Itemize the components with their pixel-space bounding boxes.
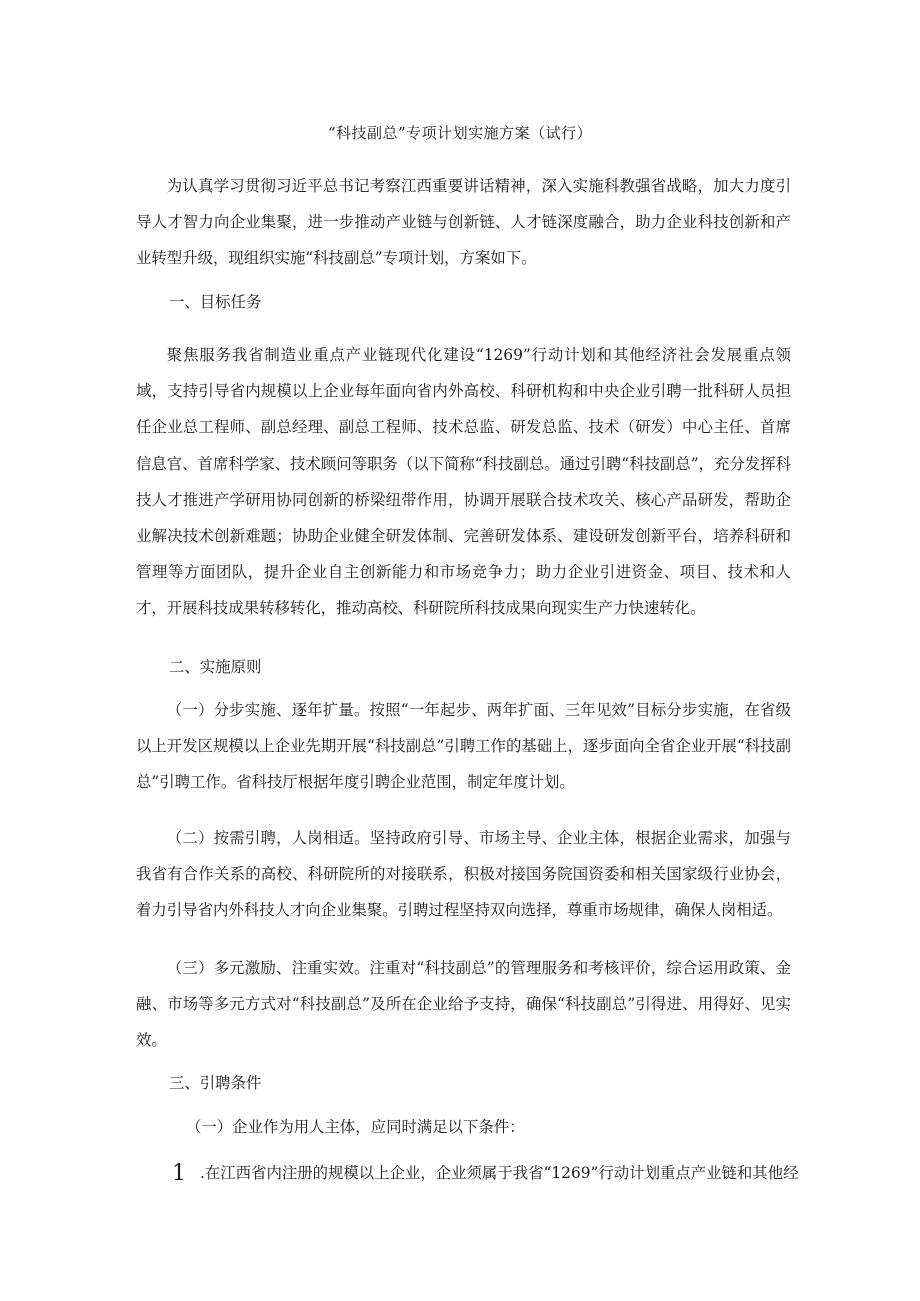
intro-paragraph: 为认真学习贯彻习近平总书记考察江西重要讲话精神，深入实施科教强省战略，加大力度引导人才智力向企业集聚，进一步推动产业链与创新链、人才链深度融合，助力企业科技创新和产业转型升级，现组织实施“科技副总”专项计划，方案如下。: [136, 177, 791, 268]
conditions-subheading: （一）企业作为用人主体，应同时满足以下条件：: [186, 1118, 525, 1136]
condition-item-text: .在江西省内注册的规模以上企业，企业须属于我省“1269”行动计划重点产业链和其他经: [200, 1164, 799, 1182]
section-heading-principles: 二、实施原则: [169, 658, 262, 676]
principle-paragraph-2: （二）按需引聘，人岗相适。坚持政府引导、市场主导、企业主体，根据企业需求，加强与我省有合作关系的高校、科研院所的对接联系，积极对接国务院国资委和相关国家级行业协会，着力引导省内外科技人才向企业集聚。引聘过程坚持双向选择，尊重市场规律，确保人岗相适。: [136, 829, 791, 920]
condition-item-1: [172, 1158, 802, 1189]
section-heading-goals: 一、目标任务: [169, 293, 262, 311]
principle-paragraph-1: （一）分步实施、逐年扩量。按照“一年起步、两年扩面、三年见效”目标分步实施，在省级以上开发区规模以上企业先期开展“科技副总”引聘工作的基础上，逐步面向全省企业开展“科技副总”引聘工作。省科技厅根据年度引聘企业范围，制定年度计划。: [136, 701, 791, 792]
section-heading-conditions: 三、引聘条件: [169, 1074, 262, 1092]
condition-item-number: 1: [172, 1161, 186, 1186]
goals-paragraph: 聚焦服务我省制造业重点产业链现代化建设“1269”行动计划和其他经济社会发展重点领域，支持引导省内规模以上企业每年面向省内外高校、科研机构和中央企业引聘一批科研人员担任企业总工程师、副总经理、副总工程师、技术总监、研发总监、技术（研发）中心主任、首席信息官、首席科学家、技术顾问等职务（以下简称“科技副总。通过引聘“科技副总”，充分发挥科技人才推进产学研用协同创新的桥梁纽带作用，协调开展联合技术攻关、核心产品研发，帮助企业解决技术创新难题；协助企业健全研发体制、完善研发体系、建设研发创新平台，培养科研和管理等方面团队，提升企业自主创新能力和市场竞争力；助力企业引进资金、项目、技术和人才，开展科技成果转移转化，推动高校、科研院所科技成果向现实生产力快速转化。: [136, 346, 791, 618]
document-title: “科技副总”专项计划实施方案（试行）: [327, 124, 593, 142]
principle-paragraph-3: （三）多元激励、注重实效。注重对“科技副总”的管理服务和考核评价，综合运用政策、金融、市场等多元方式对“科技副总”及所在企业给予支持，确保“科技副总”引得进、用得好、见实效。: [136, 959, 791, 1050]
